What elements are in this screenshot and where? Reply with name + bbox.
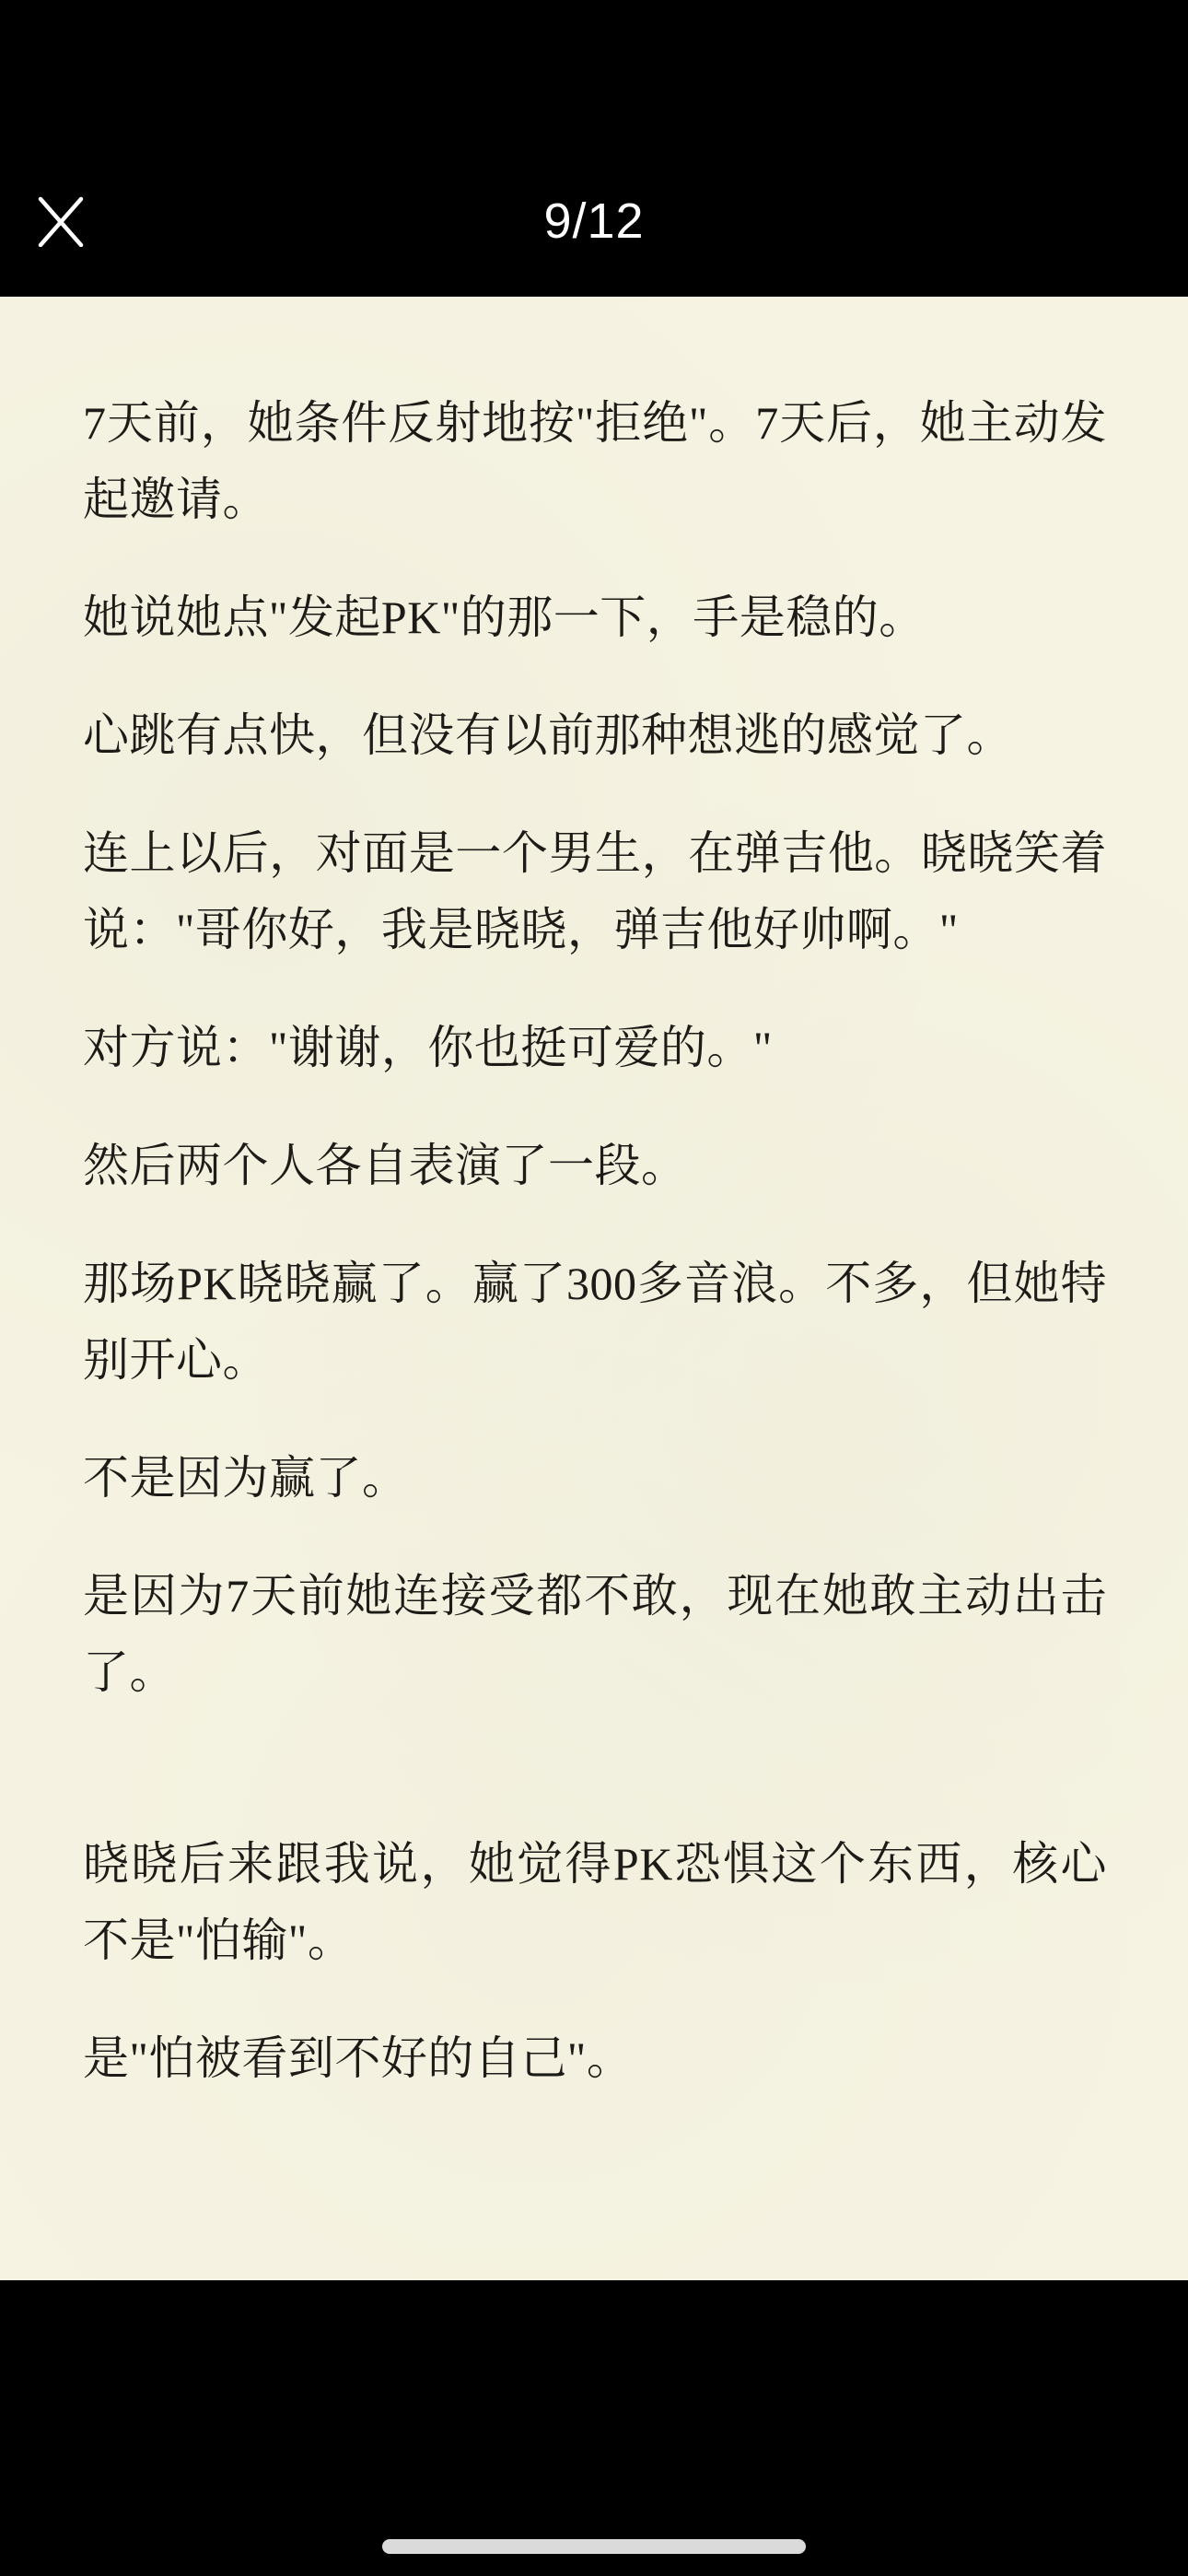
paragraph: 连上以后，对面是一个男生，在弹吉他。晓晓笑着说："哥你好，我是晓晓，弹吉他好帅啊。" — [83, 827, 1107, 955]
paragraph: 那场PK晓晓赢了。赢了300多音浪。不多，但她特别开心。 — [83, 1258, 1107, 1386]
bottom-chrome — [0, 2280, 1188, 2576]
paragraph: 晓晓后来跟我说，她觉得PK恐惧这个东西，核心不是"怕输"。 — [83, 1838, 1107, 1966]
paragraph: 心跳有点快，但没有以前那种想逃的感觉了。 — [83, 709, 1013, 761]
paragraph: 对方说："谢谢，你也挺可爱的。" — [83, 1022, 773, 1073]
paragraph: 是"怕被看到不好的自己"。 — [83, 2032, 634, 2084]
status-bar — [0, 0, 1188, 168]
home-indicator[interactable] — [382, 2539, 806, 2554]
paragraph: 她说她点"发起PK"的那一下，手是稳的。 — [83, 591, 926, 643]
paragraph: 7天前，她条件反射地按"拒绝"。7天后，她主动发起邀请。 — [83, 397, 1107, 525]
paragraph: 不是因为赢了。 — [83, 1452, 409, 1504]
page-indicator: 9/12 — [543, 193, 645, 249]
paragraph: 然后两个人各自表演了一段。 — [83, 1140, 688, 1191]
paragraph: 是因为7天前她连接受都不敢，现在她敢主动出击了。 — [83, 1570, 1107, 1698]
story-page[interactable] — [0, 297, 1188, 2280]
